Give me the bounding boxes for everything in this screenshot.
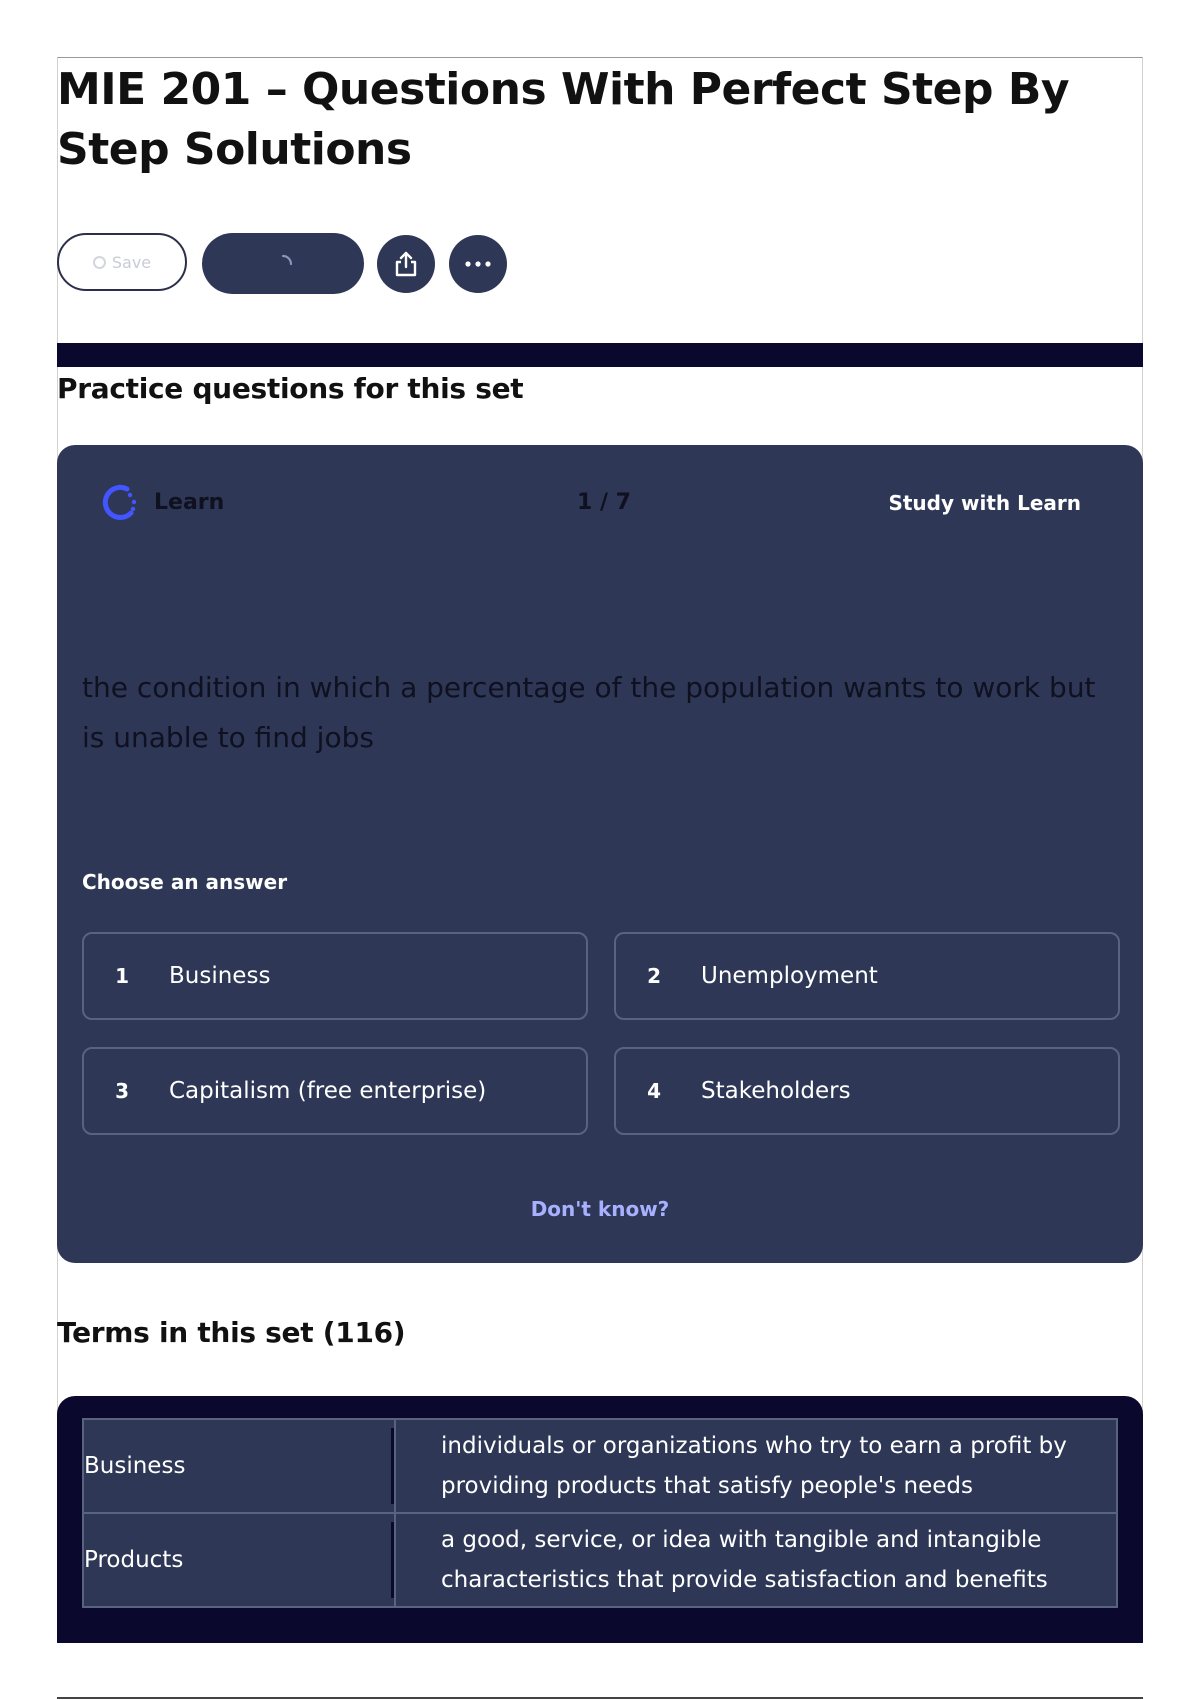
answer-text: Unemployment [701, 963, 878, 989]
section-divider-band [57, 343, 1143, 367]
learn-logo-icon [97, 481, 141, 525]
table-row [83, 1513, 1117, 1607]
save-button-label: Save [111, 252, 152, 272]
loading-spinner-icon [273, 254, 293, 274]
learn-card [57, 445, 1143, 1263]
learn-label: Learn [154, 490, 225, 515]
answer-option-4[interactable] [614, 1047, 1120, 1135]
bottom-divider [57, 1697, 1143, 1699]
question-counter: 1 / 7 [577, 490, 631, 515]
loading-button[interactable] [202, 233, 364, 294]
definition-cell: individuals or organizations who try to earn a profit by providing products that satisfy people's needs [395, 1419, 1117, 1513]
answer-option-3[interactable] [82, 1047, 588, 1135]
study-with-learn-link[interactable]: Study with Learn [888, 491, 1081, 515]
answer-text: Capitalism (free enterprise) [169, 1078, 487, 1104]
page-title: MIE 201 – Questions With Perfect Step By Step Solutions [57, 64, 1070, 175]
answer-text: Stakeholders [701, 1078, 851, 1104]
terms-table [82, 1418, 1118, 1608]
terms-card [57, 1396, 1143, 1643]
answer-text: Business [169, 963, 271, 989]
question-text: the condition in which a percentage of the population wants to work but is unable to find jobs [82, 671, 1096, 754]
more-icon [464, 260, 492, 268]
answer-option-1[interactable] [82, 932, 588, 1020]
dont-know-button[interactable]: Don't know? [530, 1197, 670, 1221]
term-cell: Business [83, 1419, 395, 1513]
answer-number: 1 [115, 964, 129, 988]
definition-cell: a good, service, or idea with tangible and intangible characteristics that provide satisfaction and benefits [395, 1513, 1117, 1607]
practice-heading: Practice questions for this set [57, 372, 524, 405]
terms-heading: Terms in this set (116) [57, 1316, 406, 1349]
more-options-button[interactable] [449, 235, 507, 293]
choose-answer-label: Choose an answer [82, 870, 288, 894]
answer-number: 4 [647, 1079, 661, 1103]
save-icon [93, 256, 106, 269]
share-icon [393, 250, 419, 278]
term-cell: Products [83, 1513, 395, 1607]
table-row [83, 1419, 1117, 1513]
answer-number: 3 [115, 1079, 129, 1103]
action-bar [57, 233, 657, 295]
answer-number: 2 [647, 964, 661, 988]
share-button[interactable] [377, 235, 435, 293]
save-button[interactable] [57, 233, 187, 291]
answer-option-2[interactable] [614, 932, 1120, 1020]
